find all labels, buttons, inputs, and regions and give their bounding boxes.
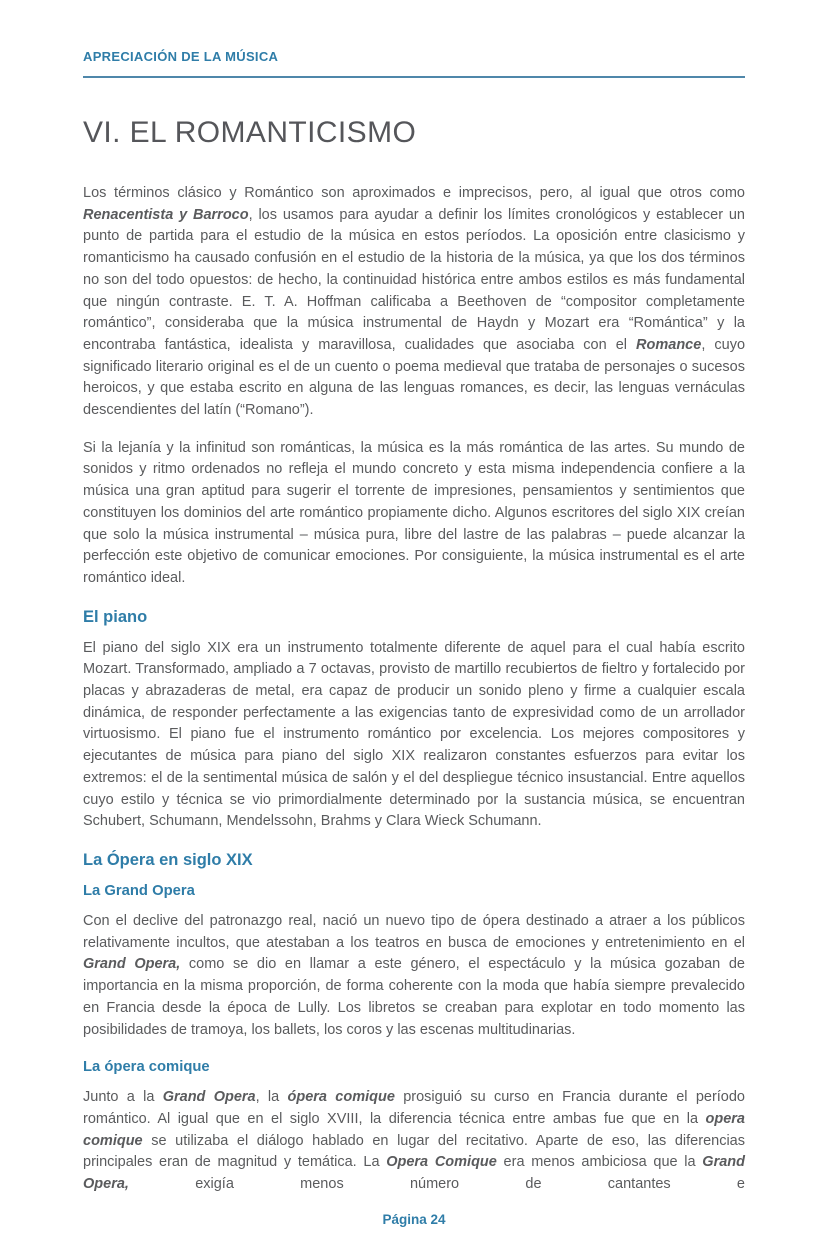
section-heading: La Ópera en siglo XIX bbox=[83, 850, 253, 869]
emphasis-text: Grand Opera, bbox=[83, 956, 181, 973]
paragraph bbox=[83, 638, 745, 833]
paragraph bbox=[83, 911, 745, 1041]
body-text: El piano del siglo XIX era un instrumento totalmente diferente de aquel para el cual había escrito Mozart. Transformado, ampliado a 7 octavas, provisto de martillo recubiertos de fieltro y fortalecido por placas y abrazaderas de metal, era capaz de producir un sonido pleno y firme a cualquier escala dinámica, de responder perfectamente a las exigencias tanto de expresividad como de un arrollador virtuosismo. El piano fue el instrumento romántico por excelencia. Los mejores compositores y ejecutantes de música para piano del siglo XIX realizaron constantes esfuerzos para evitar los extremos: el de la sentimental música de salón y el del despliegue técnico insustancial. Entre aquellos cuyo estilo y técnica se vio primordialmente determinado por la sustancia música, se encuentran Schubert, Schumann, Mendelssohn, Brahms y Clara Wieck Schumann. bbox=[83, 639, 745, 830]
emphasis-text: Grand Opera bbox=[162, 1089, 256, 1106]
subsection-heading: La ópera comique bbox=[83, 1059, 210, 1076]
body-text: Junto a la bbox=[83, 1089, 163, 1106]
body-text: , los usamos para ayudar a definir los límites cronológicos y establecer un punto de partida para el estudio de la música en estos períodos. La oposición entre clasicismo y romanticismo ha causado confusión en el estudio de la historia de la música, ya que los dos términos no son del todo opuestos: de hecho, la continuidad histórica entre ambos estilos es más fundamental que ningún contraste. E. T. A. Hoffman calificaba a Beethoven de “compositor completamente romántico”, consideraba que la música instrumental de Haydn y Mozart era “Romántica” y la encontraba fantástica, idealista y maravillosa, cualidades que asociaba con el bbox=[83, 206, 745, 353]
body-text: , cuyo significado literario original es el de un cuento o poema medieval que trataba de personajes o sucesos heroicos, y que estaba escrito en alguna de las lenguas romances, es decir, las lenguas vernáculas descendientes del latín (“Romano”). bbox=[83, 336, 746, 419]
body-text: era menos ambiciosa que la bbox=[496, 1154, 703, 1171]
paragraph bbox=[83, 183, 745, 422]
document-blocks bbox=[83, 183, 745, 1196]
body-text: se utilizaba el diálogo hablado en lugar del recitativo. Aparte de eso, las diferencias principales eran de magnitud y temática. La bbox=[83, 1132, 745, 1171]
header-rule bbox=[83, 76, 745, 78]
body-text: exigía menos número de cantantes e bbox=[128, 1176, 745, 1193]
paragraph bbox=[83, 1087, 745, 1196]
emphasis-text: opera comique bbox=[83, 1110, 745, 1149]
body-text: , la bbox=[255, 1089, 288, 1106]
paragraph bbox=[83, 438, 745, 590]
subsection-heading: La Grand Opera bbox=[83, 882, 195, 899]
body-text: Los términos clásico y Romántico son aproximados e imprecisos, pero, al igual que otros como bbox=[83, 185, 745, 201]
emphasis-text: Renacentista y Barroco bbox=[83, 206, 249, 223]
emphasis-text: Romance bbox=[636, 336, 702, 353]
emphasis-text: ópera comique bbox=[287, 1089, 395, 1106]
header-title: APRECIACIÓN DE LA MÚSICA bbox=[83, 49, 279, 64]
footer-page-number: Página 24 bbox=[382, 1211, 446, 1227]
emphasis-text: Grand Opera, bbox=[83, 1154, 745, 1193]
body-text: prosiguió su curso en Francia durante el período romántico. Al igual que en el siglo XVIII, la diferencia técnica entre ambas fue que en la bbox=[83, 1089, 745, 1127]
page-title: VI. EL ROMANTICISMO bbox=[83, 116, 417, 149]
body-text: como se dio en llamar a este género, el espectáculo y la música gozaban de importancia en la misma proporción, de forma coherente con la moda que había siempre prevalecido en Francia desde la época de Lully. Los libretos se creaban para explotar en todo momento las posibilidades de tramoya, los ballets, los coros y las escenas multitudinarias. bbox=[83, 956, 745, 1038]
section-heading: El piano bbox=[83, 607, 148, 626]
page-header bbox=[83, 49, 745, 78]
body-text: Si la lejanía y la infinitud son románticas, la música es la más romántica de las artes. Su mundo de sonidos y ritmo ordenados no refleja el mundo concreto y esta misma independencia confiere a la música una gran aptitud para sugerir el torrente de impresiones, pensamientos y sentimientos que constituyen los dominios del arte romántico propiamente dicho. Algunos escritores del siglo XIX creían que solo la música instrumental – música pura, libre del lastre de las palabras – puede alcanzar la perfección este objetivo de comunicar emociones. Por consiguiente, la música instrumental es el arte romántico ideal. bbox=[83, 439, 745, 586]
emphasis-text: Opera Comique bbox=[386, 1154, 497, 1171]
body-text: Con el declive del patronazgo real, nació un nuevo tipo de ópera destinado a atraer a los públicos relativamente incultos, que atestaban a los teatros en busca de emociones y entretenimiento en el bbox=[83, 912, 745, 951]
